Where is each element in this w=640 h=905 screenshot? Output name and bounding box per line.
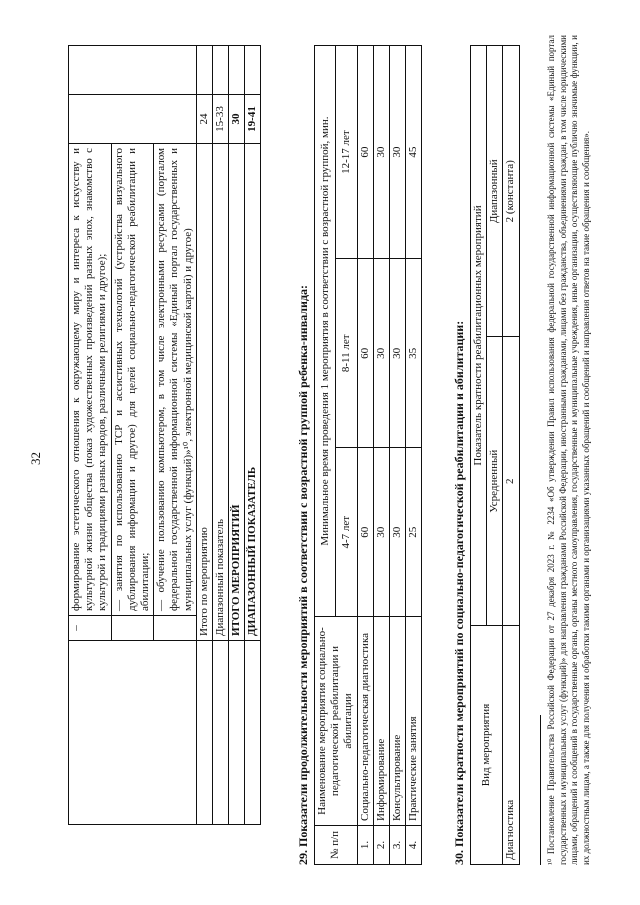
column-header-name: Наименование мероприятия социально-педагогической реабилитации и абилитации — [315, 617, 358, 826]
average-value: 2 — [503, 337, 519, 626]
row-number: 4. — [406, 826, 422, 865]
table-row — [503, 46, 519, 865]
row-number: 1. — [357, 826, 373, 865]
header-row — [471, 46, 487, 865]
total-label: ИТОГО МЕРОПРИЯТИЙ — [229, 144, 245, 641]
frequency-table — [470, 45, 520, 865]
total-row — [196, 46, 212, 825]
duration-value: 30 — [389, 448, 405, 617]
total-row — [245, 46, 261, 825]
table-row — [357, 46, 373, 865]
activity-description: — обучение пользованию компьютером, в том числе электронными ресурсами (порталом федеральной государственной информационной системы «Единый портал государственных и муниципальных услуг (функций)»¹⁰, электронной медицинской картой) и другое) — [154, 144, 197, 616]
age-group-header: 4-7 лет — [336, 448, 357, 617]
row-number: 3. — [389, 826, 405, 865]
section-30-heading: 30. Показатели кратности мероприятий по социально-педагогической реабилитации и абилитации: — [452, 320, 466, 865]
footnote-divider — [540, 715, 541, 865]
empty-cell — [69, 641, 197, 825]
total-value: 30 — [229, 95, 245, 144]
range-value: 2 (константа) — [503, 46, 519, 337]
duration-value: 60 — [357, 448, 373, 617]
list-dash: – — [69, 616, 112, 641]
activity-name: Консультирование — [389, 617, 405, 826]
duration-table — [314, 45, 422, 865]
empty-cell — [245, 641, 261, 825]
total-label: Диапазонный показатель — [212, 144, 228, 641]
duration-value: 30 — [389, 259, 405, 448]
duration-value: 30 — [373, 259, 389, 448]
duration-value: 30 — [373, 448, 389, 617]
duration-value: 25 — [406, 448, 422, 617]
column-header-kind: Вид мероприятия — [471, 626, 503, 865]
activity-description: — занятия по использованию ТСР и ассистивных технологий (устройства визуального дублирования информации и другое) для целей социально-педагогической реабилитации и абилитации; — [111, 144, 154, 616]
empty-cell — [212, 46, 228, 95]
total-row — [212, 46, 228, 825]
activity-name: Информирование — [373, 617, 389, 826]
subcolumn-header: Диапазонный — [487, 46, 503, 337]
duration-value: 60 — [357, 259, 373, 448]
empty-cell — [229, 641, 245, 825]
row-number: 2. — [373, 826, 389, 865]
activity-name: Практические занятия — [406, 617, 422, 826]
total-value: 15-33 — [212, 95, 228, 144]
duration-value: 60 — [357, 46, 373, 259]
empty-cell — [196, 46, 212, 95]
header-row — [315, 46, 336, 865]
table-row — [69, 46, 112, 825]
duration-value: 35 — [406, 259, 422, 448]
table-row — [406, 46, 422, 865]
empty-cell — [69, 95, 197, 144]
page-number: 32 — [28, 452, 43, 465]
table-row — [373, 46, 389, 865]
activities-continuation-table — [68, 45, 261, 825]
empty-cell — [196, 641, 212, 825]
empty-cell — [229, 46, 245, 95]
column-header-index: Показатель кратности реабилитационных мероприятий — [471, 46, 487, 626]
activity-description: формирование эстетического отношения к окружающему миру и интереса к искусству и культурной жизни общества (показ художественных произведений разных эпох, знакомство с культурой и традициями разных народов, различными религиями и другое); — [69, 144, 112, 616]
table-row — [389, 46, 405, 865]
empty-cell — [245, 46, 261, 95]
activity-name: Социально-педагогическая диагностика — [357, 617, 373, 826]
subcolumn-header: Усредненный — [487, 337, 503, 626]
list-dash — [154, 616, 197, 641]
total-value: 24 — [196, 95, 212, 144]
list-dash — [111, 616, 154, 641]
age-group-header: 12-17 лет — [336, 46, 357, 259]
column-header-time: Минимальное время проведения 1 мероприятия в соответствии с возрастной группой, мин. — [315, 46, 336, 617]
column-header-number: № п/п — [315, 826, 358, 865]
empty-cell — [212, 641, 228, 825]
activity-kind: Диагностика — [503, 626, 519, 865]
age-group-header: 8-11 лет — [336, 259, 357, 448]
duration-value: 30 — [389, 46, 405, 259]
total-label: Итого по мероприятию — [196, 144, 212, 641]
empty-cell — [69, 46, 197, 95]
duration-value: 45 — [406, 46, 422, 259]
duration-value: 30 — [373, 46, 389, 259]
footnote: ¹⁰ Постановление Правительства Российской Федерации от 27 декабря 2023 г. № 2234 «Об утверждении Правил использования федеральной государственной информационной системы «Единый портал государственных и муниципальных услуг (функций)» для направления гражданами Российской Федерации, иностранными гражданами, лицами без гражданства, объединениями граждан, в том числе юридическими лицами, обращений и сообщений в государственные органы, органы местного самоуправления, государственные и муниципальные учреждения, иные организации, осуществляющие публично значимые функции, и их должностным лицам, а также для получения и обработки такими органами и организациями указанных обращений и сообщений и направления ответов на такие обращения и сообщения». — [546, 35, 592, 865]
total-label: ДИАПАЗОННЫЙ ПОКАЗАТЕЛЬ — [245, 144, 261, 641]
section-29-heading: 29. Показатели продолжительности мероприятий в соответствии с возрастной группой ребенка-инвалида: — [296, 284, 310, 865]
total-row — [229, 46, 245, 825]
total-value: 19-41 — [245, 95, 261, 144]
